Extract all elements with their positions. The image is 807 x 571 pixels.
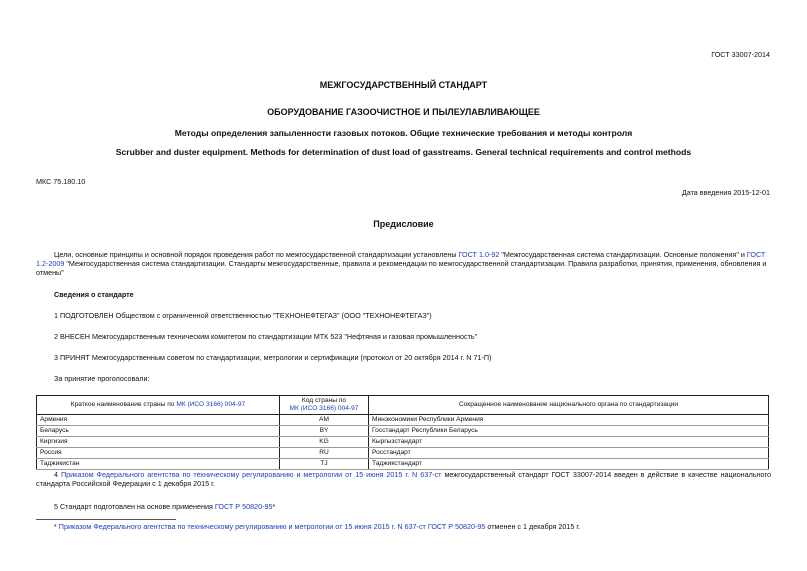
document-subtitle: Методы определения запыленности газовых потоков. Общие технические требования и методы контроля — [174, 128, 633, 138]
document-title: ОБОРУДОВАНИЕ ГАЗООЧИСТНОЕ И ПЫЛЕУЛАВЛИВАЮЩЕЕ — [267, 107, 540, 117]
introduction-date: Дата введения 2015-12-01 — [681, 188, 770, 197]
column-header-country: Краткое наименование страны по МК (ИСО 3166) 004-97 — [37, 396, 280, 415]
footnote-order-link[interactable]: Приказом Федерального агентства по техническому регулированию и метрологии от 15 июня 2015 г. N 637-ст — [58, 522, 426, 531]
item-3-adopted: 3 ПРИНЯТ Межгосударственным советом по стандартизации, метрологии и сертификации (протокол от 20 октября 2014 г. N 71-П) — [54, 353, 492, 362]
item-2-submitted: 2 ВНЕСЕН Межгосударственным техническим комитетом по стандартизации МТК 523 "Нефтяная и газовая промышленность" — [54, 332, 478, 341]
cell-code: KG — [280, 437, 369, 448]
table-row — [37, 459, 769, 470]
cell-body: Таджикстандарт — [369, 459, 769, 470]
cell-country: Армения — [37, 415, 280, 426]
gost-r-50820-95-link[interactable]: ГОСТ Р 50820-95 — [214, 502, 273, 511]
cell-code: TJ — [280, 459, 369, 470]
document-title-english: Scrubber and duster equipment. Methods for determination of dust load of gasstreams. General technical requirements and control methods — [115, 147, 692, 157]
cell-code: RU — [280, 448, 369, 459]
foreword-heading: Предисловие — [373, 219, 434, 229]
standard-type: МЕЖГОСУДАРСТВЕННЫЙ СТАНДАРТ — [319, 80, 488, 90]
mk-iso-3166-link[interactable]: МК (ИСО 3166) 004-97 — [176, 401, 246, 408]
footnote: * Приказом Федерального агентства по техническому регулированию и метрологии от 15 июня 2015 г. N 637-ст ГОСТ Р 50820-95 отменен с 1 декабря 2015 г. — [54, 522, 581, 531]
foreword-text-c: "Межгосударственная система стандартизации. Стандарты межгосударственные, правила и рекомендации по межгосударственной стандартизации. Правила разработки, принятия, применения, обновления и отмены" — [36, 259, 767, 277]
gost-1-0-92-link[interactable]: ГОСТ 1.0-92 — [458, 250, 500, 259]
table-row — [37, 437, 769, 448]
footnote-separator — [36, 519, 176, 520]
cell-country: Беларусь — [37, 426, 280, 437]
table-row — [37, 415, 769, 426]
gost-1-2-2009-link[interactable]: ГОСТ 1.2-2009 — [36, 250, 766, 268]
cell-body: Кыргызстандарт — [369, 437, 769, 448]
mk-iso-3166-link[interactable]: МК (ИСО 3166) 004-97 — [289, 405, 359, 412]
column-header-body: Сокращенное наименование национального органа по стандартизации — [369, 396, 769, 415]
cell-country: Россия — [37, 448, 280, 459]
cell-code: AM — [280, 415, 369, 426]
voted-for-label: За принятие проголосовали: — [54, 374, 150, 383]
cell-country: Таджикистан — [37, 459, 280, 470]
item-1-prepared: 1 ПОДГОТОВЛЕН Обществом с ограниченной ответственностью "ТЕХНОНЕФТЕГАЗ" (ООО "ТЕХНОНЕФТЕГАЗ") — [54, 311, 432, 320]
column-header-code: Код страны по МК (ИСО 3166) 004-97 — [280, 396, 369, 415]
standard-info-heading: Сведения о стандарте — [54, 290, 134, 299]
table-row — [37, 448, 769, 459]
cell-body: Росстандарт — [369, 448, 769, 459]
voting-countries-table — [36, 395, 769, 470]
cell-body: Госстандарт Республики Беларусь — [369, 426, 769, 437]
cell-country: Киргизия — [37, 437, 280, 448]
mks-code: МКС 75.180.10 — [36, 177, 86, 186]
table-row — [37, 426, 769, 437]
foreword-text-b: "Межгосударственная система стандартизации. Основные положения" и — [499, 250, 747, 259]
footnote-gost-link[interactable]: ГОСТ Р 50820-95 — [427, 522, 486, 531]
order-637-link[interactable]: Приказом Федерального агентства по техническому регулированию и метрологии от 15 июня 2015 г. N 637-ст — [60, 470, 442, 479]
document-number: ГОСТ 33007-2014 — [711, 50, 770, 59]
cell-code: BY — [280, 426, 369, 437]
cell-body: Минэкономики Республики Армения — [369, 415, 769, 426]
foreword-text-a: Цели, основные принципы и основной порядок проведения работ по межгосударственной стандартизации установлены — [54, 250, 459, 259]
item-4-order: 4 Приказом Федерального агентства по техническому регулированию и метрологии от 15 июня 2015 г. N 637-ст межгосударственный стандарт ГОСТ 33007-2014 введен в действие в качестве национального стандарта Российской Федерации с 1 декабря 2015 г. — [36, 470, 772, 488]
item-5-basis: 5 Стандарт подготовлен на основе применения ГОСТ Р 50820-95* — [54, 502, 276, 511]
foreword-paragraph — [36, 250, 771, 277]
